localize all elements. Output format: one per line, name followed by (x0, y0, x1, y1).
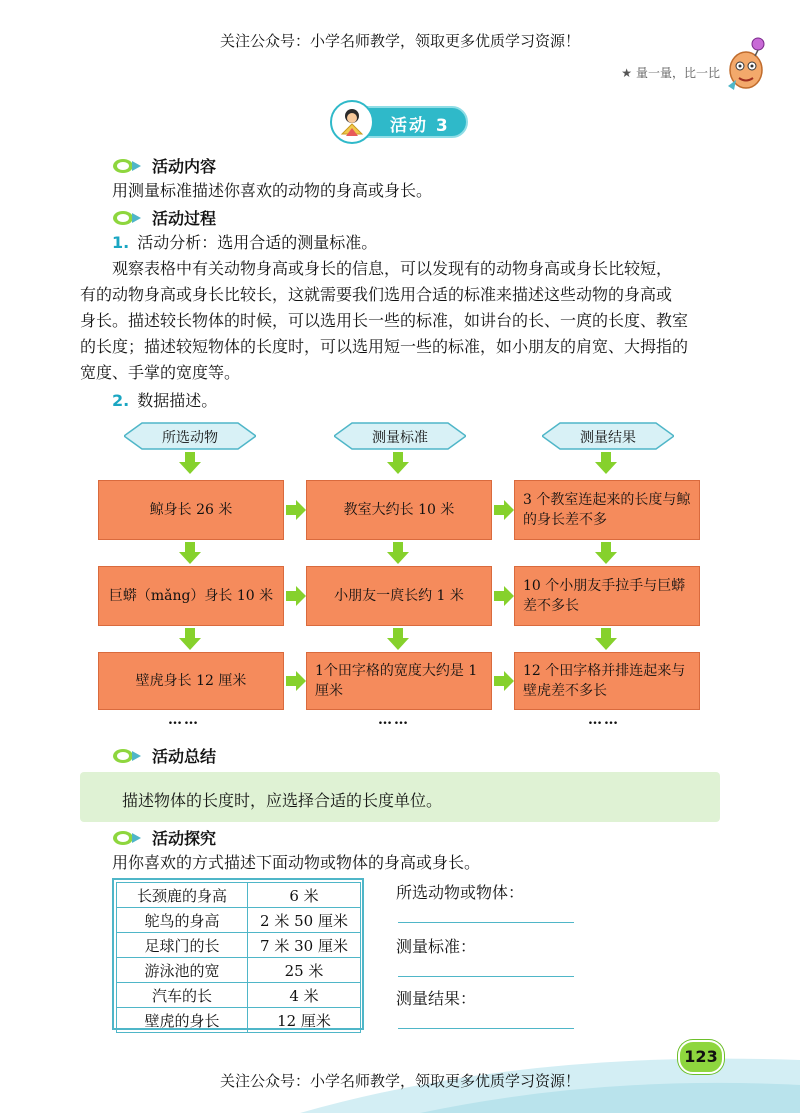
right-arrow-icon (286, 500, 306, 520)
step-text: 活动分析：选用合适的测量标准。 (137, 233, 378, 252)
flow-cell-standard-1: 教室大约长 10 米 (306, 480, 492, 540)
chapter-label-text: 量一量，比一比 (635, 66, 720, 80)
section-bullet-icon (112, 830, 142, 846)
top-banner: 关注公众号：小学名师教学，领取更多优质学习资源！ (219, 32, 580, 50)
table-row: 游泳池的宽 25 米 (117, 958, 361, 983)
bottom-banner: 关注公众号：小学名师教学，领取更多优质学习资源！ (219, 1072, 580, 1090)
page-number: 123 (678, 1040, 724, 1074)
right-arrow-icon (494, 500, 514, 520)
flow-header-standard: 测量标准 (334, 421, 466, 451)
section-heading-explore (112, 826, 216, 848)
section-title: 活动探究 (152, 829, 217, 848)
paragraph-line: 身长。描述较长物体的时候，可以选用长一些的标准，如讲台的长、一庹的长度、教室 (80, 311, 689, 330)
step-number: 2. (112, 391, 130, 410)
flow-cell-animal-1: 鲸身长 26 米 (98, 480, 284, 540)
down-arrow-icon (387, 452, 409, 474)
answer-line-choice[interactable] (398, 922, 574, 923)
flow-cell-animal-3: 壁虎身长 12 厘米 (98, 652, 284, 710)
paragraph-line: 的长度；描述较短物体的长度时，可以选用短一些的标准，如小朋友的肩宽、大拇指的 (80, 337, 689, 356)
flow-cell-result-2: 10 个小朋友手拉手与巨蟒差不多长 (514, 566, 700, 626)
right-arrow-icon (494, 671, 514, 691)
down-arrow-icon (595, 452, 617, 474)
flow-ellipsis: …… (168, 712, 200, 728)
flow-cell-result-1: 3 个教室连起来的长度与鲸的身长差不多 (514, 480, 700, 540)
section-title: 活动内容 (152, 157, 217, 176)
table-row: 壁虎的身长 12 厘米 (117, 1008, 361, 1033)
paragraph-line: 观察表格中有关动物身高或身长的信息，可以发现有的动物身高或身长比较短， (112, 259, 673, 278)
flow-cell-result-3: 12 个田字格并排连起来与壁虎差不多长 (514, 652, 700, 710)
content-text: 用测量标准描述你喜欢的动物的身高或身长。 (112, 181, 433, 200)
section-title: 活动总结 (152, 747, 217, 766)
down-arrow-icon (179, 542, 201, 564)
right-arrow-icon (286, 586, 306, 606)
section-heading-summary (112, 744, 216, 766)
answer-label-choice: 所选动物或物体： (396, 883, 525, 902)
down-arrow-icon (595, 542, 617, 564)
down-arrow-icon (179, 452, 201, 474)
paragraph-line: 宽度、手掌的宽度等。 (80, 363, 241, 382)
explore-text: 用你喜欢的方式描述下面动物或物体的身高或身长。 (112, 853, 481, 872)
measurement-table (116, 882, 361, 1033)
flow-header-result: 测量结果 (542, 421, 674, 451)
flow-cell-standard-2: 小朋友一庹长约 1 米 (306, 566, 492, 626)
flow-cell-animal-2: 巨蟒（mǎng）身长 10 米 (98, 566, 284, 626)
flow-cell-standard-3: 1个田字格的宽度大约是 1 厘米 (306, 652, 492, 710)
summary-text: 描述物体的长度时，应选择合适的长度单位。 (122, 791, 443, 810)
table-row: 汽车的长 4 米 (117, 983, 361, 1008)
flow-ellipsis: …… (378, 712, 410, 728)
answer-label-standard: 测量标准： (396, 937, 477, 956)
answer-line-standard[interactable] (398, 976, 574, 977)
table-row: 足球门的长 7 米 30 厘米 (117, 933, 361, 958)
activity-title: 活动 3 (390, 116, 450, 136)
flow-ellipsis: …… (588, 712, 620, 728)
down-arrow-icon (387, 628, 409, 650)
flow-header-animal: 所选动物 (124, 421, 256, 451)
step-number: 1. (112, 233, 130, 252)
table-row: 长颈鹿的身高 6 米 (117, 883, 361, 908)
down-arrow-icon (387, 542, 409, 564)
answer-line-result[interactable] (398, 1028, 574, 1029)
paragraph-line: 有的动物身高或身长比较长，这就需要我们选用合适的标准来描述这些动物的身高或 (80, 285, 673, 304)
star-icon: ★ (621, 66, 632, 80)
section-bullet-icon (112, 748, 142, 764)
right-arrow-icon (494, 586, 514, 606)
answer-label-result: 测量结果： (396, 989, 477, 1008)
down-arrow-icon (179, 628, 201, 650)
right-arrow-icon (286, 671, 306, 691)
step-text: 数据描述。 (137, 391, 218, 410)
table-row: 鸵鸟的身高 2 米 50 厘米 (117, 908, 361, 933)
section-title: 活动过程 (152, 209, 217, 228)
down-arrow-icon (595, 628, 617, 650)
